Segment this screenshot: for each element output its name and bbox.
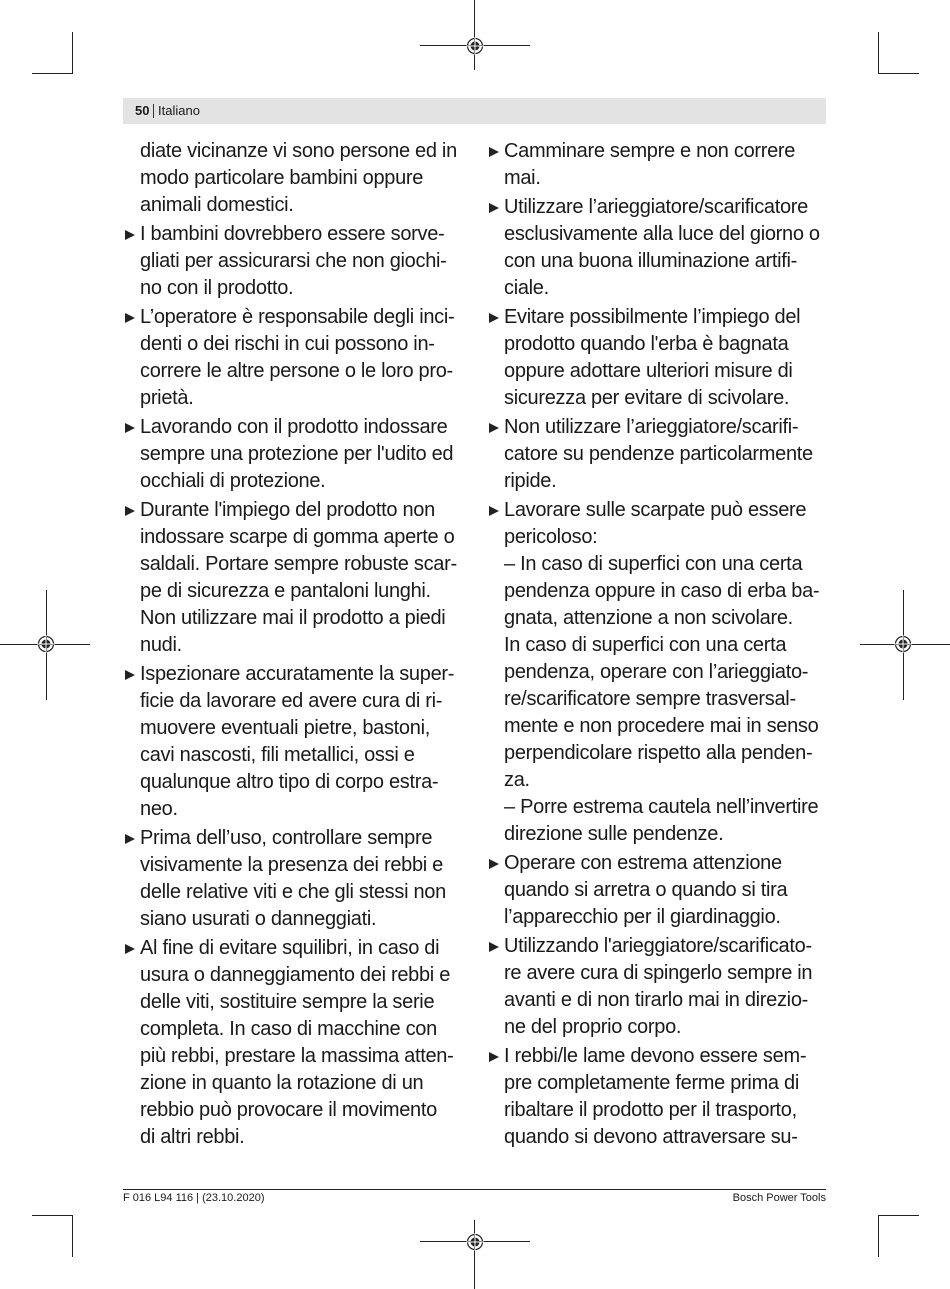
list-item-text: I rebbi/le lame devono essere sem- pre completamente ferme prima di ribaltare il prodotto per il trasporto, quando si devono attraversare su- [504, 1045, 807, 1148]
list-item [123, 138, 468, 219]
bullet-triangle-icon [125, 506, 135, 516]
bullet-triangle-icon [125, 313, 135, 323]
list-item [123, 221, 468, 302]
list-item-text: L’operatore è responsabile degli inci- denti o dei rischi in cui possono in- correre le altre persone o le loro pro- prietà. [140, 306, 455, 409]
list-item [487, 304, 832, 412]
list-item-text: Utilizzando l'arieggiatore/scarificato- re avere cura di spingerlo sempre in avanti e di non tirarlo mai in direzio- ne del proprio corpo. [504, 935, 813, 1038]
list-item [487, 1043, 832, 1151]
list-item-text: Non utilizzare l’arieggiatore/scarifi- catore su pendenze particolarmente ripide. [504, 416, 813, 492]
list-item-text: Ispezionare accuratamente la super- ficie da lavorare ed avere cura di ri- muovere eventuali pietre, bastoni, cavi nascosti, fili metallici, ossi e qualunque altro tipo di corpo estra- neo. [140, 663, 455, 820]
bullet-triangle-icon [489, 1052, 499, 1062]
right-column [487, 138, 832, 1153]
bullet-triangle-icon [125, 230, 135, 240]
crop-mark [32, 73, 72, 74]
bullet-triangle-icon [489, 313, 499, 323]
registration-target-icon [466, 1233, 484, 1251]
list-item [123, 825, 468, 933]
list-item [487, 414, 832, 495]
list-item [123, 304, 468, 412]
list-item [487, 850, 832, 931]
registration-line [474, 1220, 475, 1289]
bullet-triangle-icon [489, 203, 499, 213]
list-item-text: Al fine di evitare squilibri, in caso di usura o danneggiamento dei rebbi e delle viti, sostituire sempre la serie completa. In caso di macchine con più rebbi, prestare la massima atten- zione in quanto la rotazione di un rebbio può provocare il movimento di altri rebbi. [140, 937, 454, 1148]
bullet-triangle-icon [489, 942, 499, 952]
registration-target-icon [894, 635, 912, 653]
crop-mark [879, 1215, 919, 1216]
header-separator [153, 104, 154, 118]
list-item-text: diate vicinanze vi sono persone ed in modo particolare bambini oppure animali domestici. [140, 140, 457, 216]
list-item [487, 933, 832, 1041]
list-item [487, 194, 832, 302]
footer-rule [123, 1189, 826, 1190]
bullet-triangle-icon [489, 506, 499, 516]
footer-doc-code: F 016 L94 116 | (23.10.2020) [123, 1192, 265, 1204]
list-item [123, 497, 468, 659]
language-label: Italiano [158, 103, 200, 118]
crop-mark [879, 73, 919, 74]
bullet-triangle-icon [125, 423, 135, 433]
list-item [487, 138, 832, 192]
list-item-text: Utilizzare l’arieggiatore/scarificatore esclusivamente alla luce del giorno o con una buona illuminazione artifi- ciale. [504, 196, 820, 299]
list-item [123, 935, 468, 1151]
left-column [123, 138, 468, 1153]
bullet-triangle-icon [125, 944, 135, 954]
registration-line [474, 0, 475, 70]
list-item-text: Lavorando con il prodotto indossare sempre una protezione per l'udito ed occhiali di protezione. [140, 416, 454, 492]
crop-mark [72, 1215, 73, 1257]
page-number: 50 [135, 103, 150, 118]
registration-target-icon [466, 37, 484, 55]
crop-mark [878, 32, 879, 74]
crop-mark [878, 1215, 879, 1257]
crop-mark [72, 32, 73, 74]
registration-target-icon [37, 635, 55, 653]
page-header [123, 98, 826, 124]
list-item-text: Durante l'impiego del prodotto non indossare scarpe di gomma aperte o saldali. Portare sempre robuste scar- pe di sicurezza e pantaloni lunghi. Non utilizzare mai il prodotto a piedi nudi. [140, 499, 457, 656]
list-item-text: I bambini dovrebbero essere sorve- gliati per assicurarsi che non giochi- no con il prodotto. [140, 223, 447, 299]
list-item [123, 661, 468, 823]
list-item-text: Camminare sempre e non correre mai. [504, 140, 796, 189]
bullet-triangle-icon [125, 670, 135, 680]
bullet-triangle-icon [489, 423, 499, 433]
list-item [123, 414, 468, 495]
bullet-triangle-icon [125, 834, 135, 844]
bullet-triangle-icon [489, 859, 499, 869]
list-item-text: Evitare possibilmente l’impiego del prodotto quando l'erba è bagnata oppure adottare ulteriori misure di sicurezza per evitare di scivolare. [504, 306, 801, 409]
list-item [487, 497, 832, 848]
crop-mark [32, 1215, 72, 1216]
list-item-text: Lavorare sulle scarpate può essere pericoloso: – In caso di superfici con una certa pendenza oppure in caso di erba ba- gnata, attenzione a non scivolare. In caso di superfici con una certa pendenza, operare con l’arieggiato- re/scarificatore sempre trasversal- mente e non procedere mai in senso perpendicolare rispetto alla penden- za. – Porre estrema cautela nell’invertire direzione sulle pendenze. [504, 499, 820, 845]
list-item-text: Prima dell’uso, controllare sempre visivamente la presenza dei rebbi e delle relative viti e che gli stessi non siano usurati o danneggiati. [140, 827, 446, 930]
footer-brand: Bosch Power Tools [732, 1192, 826, 1204]
list-item-text: Operare con estrema attenzione quando si arretra o quando si tira l’apparecchio per il giardinaggio. [504, 852, 788, 928]
bullet-triangle-icon [489, 147, 499, 157]
